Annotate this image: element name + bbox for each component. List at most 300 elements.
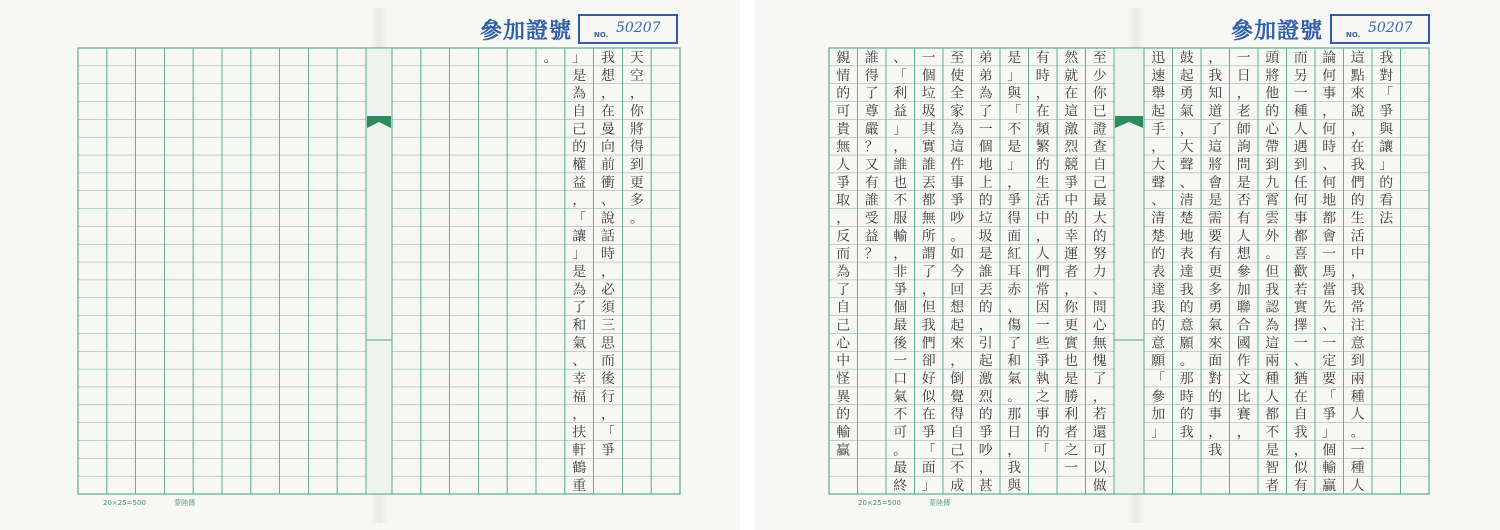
handwritten-character: 是: [1265, 442, 1280, 459]
handwritten-character: 弟: [978, 67, 993, 84]
handwritten-text: [543, 50, 644, 494]
handwritten-character: 但: [1265, 263, 1280, 280]
handwritten-character: 人: [1265, 388, 1280, 405]
handwritten-character: 問: [1236, 156, 1251, 173]
handwritten-character: 國: [1236, 335, 1251, 352]
handwritten-character: 注: [1350, 317, 1365, 334]
handwritten-character: 時: [601, 246, 615, 263]
handwritten-character: ，: [572, 406, 587, 423]
handwritten-character: 貴: [836, 121, 851, 138]
handwritten-character: 以: [1092, 460, 1107, 477]
handwritten-character: 爭: [950, 192, 965, 209]
handwritten-character: 心: [1265, 121, 1280, 138]
handwritten-character: 師: [1236, 121, 1251, 138]
handwritten-character: 你: [629, 103, 644, 120]
grid-spec: 20×25=500: [858, 499, 901, 507]
handwritten-character: 己: [836, 317, 851, 334]
handwritten-character: 在: [921, 406, 936, 423]
handwritten-character: 需: [1208, 210, 1223, 227]
handwritten-character: 一: [1064, 460, 1079, 477]
handwritten-character: 益: [893, 103, 908, 120]
handwritten-character: 衝: [601, 174, 615, 191]
handwritten-character: 口: [893, 371, 908, 388]
handwritten-character: 一: [1322, 335, 1337, 352]
handwritten-character: 大: [1179, 139, 1194, 156]
handwritten-character: 還: [1092, 424, 1107, 441]
handwritten-character: 常: [1350, 299, 1365, 316]
handwritten-character: 」: [1379, 156, 1394, 173]
handwritten-character: 空: [629, 67, 644, 84]
handwritten-character: 有: [1293, 478, 1308, 495]
handwritten-character: 人: [1293, 121, 1308, 138]
handwritten-character: 」: [1151, 424, 1166, 441]
handwritten-character: 個: [978, 139, 993, 156]
center-band: [366, 48, 392, 494]
handwritten-character: 人: [1035, 246, 1050, 263]
handwritten-character: 」: [1007, 67, 1022, 84]
handwritten-character: 都: [1322, 210, 1337, 227]
handwritten-character: 就: [1064, 67, 1079, 84]
handwritten-character: 自: [1293, 406, 1308, 423]
handwritten-character: 圾: [978, 228, 993, 245]
handwritten-character: 迅: [1151, 49, 1166, 66]
handwritten-character: 活: [1035, 192, 1050, 209]
handwritten-character: 是: [572, 263, 587, 280]
handwritten-character: 我: [1293, 424, 1308, 441]
handwritten-character: ，: [1236, 85, 1251, 102]
handwritten-character: 我: [1179, 281, 1194, 298]
handwritten-character: 爭: [1322, 406, 1337, 423]
handwritten-character: 知: [1208, 85, 1223, 102]
handwritten-character: 的: [1151, 317, 1166, 334]
handwritten-character: 何: [1322, 174, 1337, 191]
handwritten-character: 遇: [1293, 139, 1308, 156]
handwritten-character: 益: [864, 228, 879, 245]
handwritten-character: 將: [1265, 67, 1280, 84]
handwritten-character: 甚: [978, 478, 993, 495]
handwritten-character: 說: [1350, 103, 1365, 120]
handwritten-character: 道: [1208, 103, 1223, 120]
handwritten-character: 事: [1035, 406, 1050, 423]
handwritten-character: 更: [1208, 263, 1223, 280]
handwritten-character: 聲: [1179, 156, 1194, 173]
handwritten-character: 前: [601, 156, 615, 173]
handwritten-character: 那: [1179, 371, 1194, 388]
handwritten-character: 心: [836, 335, 851, 352]
handwritten-character: 好: [921, 371, 936, 388]
handwritten-character: 烈: [1064, 139, 1079, 156]
handwritten-character: 烈: [978, 388, 993, 405]
handwritten-character: 可: [893, 424, 908, 441]
handwritten-character: 法: [1379, 210, 1394, 227]
handwritten-character: ，: [893, 246, 908, 263]
grid-lines: [829, 48, 1429, 494]
handwritten-character: 文: [1236, 371, 1251, 388]
handwritten-character: 常: [1035, 281, 1050, 298]
handwritten-character: 頭: [1265, 49, 1280, 66]
handwritten-character: 的: [978, 406, 993, 423]
handwritten-character: ，: [978, 460, 993, 477]
handwritten-character: 誰: [864, 192, 879, 209]
handwritten-character: 「: [572, 210, 587, 227]
handwritten-character: 。: [1350, 424, 1365, 441]
handwritten-character: 自: [572, 103, 587, 120]
handwritten-character: 如: [950, 246, 965, 263]
handwritten-character: 我: [1007, 460, 1022, 477]
handwritten-character: 而: [1293, 49, 1308, 66]
handwritten-character: 聲: [1151, 174, 1166, 191]
handwritten-character: 尊: [864, 103, 879, 120]
handwritten-character: 思: [601, 335, 615, 352]
handwritten-character: 來: [950, 335, 965, 352]
handwritten-character: 的: [1379, 174, 1394, 191]
handwritten-character: 讓: [1379, 139, 1394, 156]
handwritten-character: 至: [1092, 49, 1107, 66]
handwritten-character: 服: [893, 210, 908, 227]
handwritten-character: 輸: [836, 424, 851, 441]
handwritten-character: 外: [1265, 228, 1280, 245]
handwritten-character: 曼: [601, 121, 615, 138]
handwritten-character: 可: [836, 103, 851, 120]
handwritten-character: 」: [1322, 424, 1337, 441]
handwritten-character: ，: [1322, 103, 1337, 120]
handwritten-character: 得: [629, 139, 644, 156]
handwritten-character: 讓: [572, 228, 587, 245]
handwritten-character: 你: [1092, 85, 1107, 102]
handwritten-character: 事: [1322, 85, 1337, 102]
handwritten-character: 對: [1208, 371, 1223, 388]
handwritten-character: 」: [572, 246, 587, 263]
handwritten-character: 、: [1092, 281, 1107, 298]
handwritten-character: 些: [1035, 335, 1050, 352]
handwritten-character: 種: [1350, 460, 1365, 477]
handwritten-character: 勇: [1179, 85, 1194, 102]
handwritten-character: 自: [1092, 156, 1107, 173]
writing-grid: [0, 0, 740, 530]
handwritten-character: 「: [921, 442, 936, 459]
handwritten-character: 、: [572, 353, 587, 370]
handwritten-character: 引: [978, 335, 993, 352]
handwritten-character: 起: [950, 317, 965, 334]
handwritten-character: 九: [1265, 174, 1280, 191]
handwritten-character: ，: [601, 85, 615, 102]
handwritten-character: 」: [1007, 156, 1022, 173]
handwritten-character: 來: [1350, 85, 1365, 102]
center-band: [1114, 48, 1144, 494]
handwritten-character: 了: [921, 263, 936, 280]
handwritten-character: 兩: [1350, 371, 1365, 388]
handwritten-character: 到: [1350, 353, 1365, 370]
handwritten-character: 都: [921, 192, 936, 209]
handwritten-character: 種: [1293, 103, 1308, 120]
handwritten-character: 的: [1179, 299, 1194, 316]
handwritten-character: 我: [1179, 424, 1194, 441]
handwritten-character: 最: [893, 460, 908, 477]
handwritten-character: ，: [1293, 442, 1308, 459]
handwritten-character: 的: [1092, 228, 1107, 245]
handwritten-character: 多: [629, 192, 644, 209]
handwritten-character: 謂: [921, 246, 936, 263]
handwritten-character: 實: [1293, 299, 1308, 316]
handwritten-character: 己: [950, 442, 965, 459]
handwritten-character: 當: [1322, 281, 1337, 298]
handwritten-character: 。: [950, 228, 965, 245]
handwritten-character: 心: [1092, 317, 1107, 334]
handwritten-character: 爭: [921, 424, 936, 441]
handwritten-character: 最: [893, 317, 908, 334]
handwritten-character: 的: [1265, 103, 1280, 120]
handwritten-character: 但: [921, 299, 936, 316]
handwritten-character: 、: [601, 192, 615, 209]
handwritten-character: 親: [836, 49, 851, 66]
handwritten-character: 話: [601, 228, 615, 245]
handwritten-character: 我: [1151, 299, 1166, 316]
handwritten-character: 的: [978, 192, 993, 209]
handwritten-character: 表: [1151, 263, 1166, 280]
handwritten-character: ，: [1179, 121, 1194, 138]
handwritten-character: 都: [1293, 228, 1308, 245]
handwritten-character: 了: [864, 85, 879, 102]
handwritten-character: 無: [1092, 335, 1107, 352]
handwritten-character: 異: [836, 388, 851, 405]
handwritten-character: 的: [836, 406, 851, 423]
handwritten-character: 須: [601, 299, 615, 316]
handwritten-character: 似: [921, 388, 936, 405]
handwritten-character: 的: [1151, 246, 1166, 263]
handwritten-character: 舉: [1151, 85, 1166, 102]
left-page: [0, 0, 740, 530]
handwritten-character: 成: [950, 478, 965, 495]
handwritten-character: 益: [572, 174, 587, 191]
handwritten-character: 到: [629, 156, 644, 173]
handwritten-character: 那: [1007, 406, 1022, 423]
handwritten-character: 這: [1208, 139, 1223, 156]
handwritten-character: 我: [1208, 67, 1223, 84]
handwritten-character: 證: [1092, 121, 1107, 138]
handwritten-character: 中: [836, 353, 851, 370]
handwritten-character: 、: [1322, 317, 1337, 334]
handwritten-character: 說: [601, 210, 615, 227]
handwritten-character: 大: [1151, 156, 1166, 173]
handwritten-character: 輸: [1322, 460, 1337, 477]
handwritten-character: 起: [978, 353, 993, 370]
handwritten-character: 為: [572, 85, 587, 102]
handwritten-character: 意: [1350, 335, 1365, 352]
handwritten-character: 有: [864, 174, 879, 191]
handwritten-character: 都: [1265, 406, 1280, 423]
handwritten-character: 們: [1035, 263, 1050, 280]
handwritten-character: ，: [1208, 424, 1223, 441]
handwritten-character: ，: [950, 353, 965, 370]
handwritten-character: ，: [836, 210, 851, 227]
handwritten-character: 自: [950, 424, 965, 441]
handwritten-character: 一: [1293, 335, 1308, 352]
handwritten-character: 執: [1035, 371, 1050, 388]
handwritten-character: 我: [601, 49, 615, 66]
page-gutter: [740, 0, 755, 530]
handwritten-character: 垃: [921, 85, 936, 102]
handwritten-character: 的: [1035, 424, 1050, 441]
handwritten-character: 可: [1092, 442, 1107, 459]
handwritten-character: 、: [1293, 353, 1308, 370]
handwritten-character: 想: [1236, 246, 1251, 263]
handwritten-character: 終: [893, 478, 908, 495]
handwritten-character: 這: [950, 139, 965, 156]
handwritten-character: 爭: [601, 442, 615, 459]
handwritten-character: 的: [836, 85, 851, 102]
handwritten-character: 全: [950, 85, 965, 102]
handwritten-character: 實: [1064, 335, 1079, 352]
handwritten-character: 願: [1179, 335, 1194, 352]
handwritten-character: 丟: [978, 281, 993, 298]
handwritten-character: 楚: [1179, 210, 1194, 227]
handwritten-character: 問: [1092, 299, 1107, 316]
handwritten-character: 得: [1007, 210, 1022, 227]
handwritten-character: 生: [1035, 174, 1050, 191]
handwritten-character: 的: [1179, 406, 1194, 423]
handwritten-character: 和: [572, 317, 587, 334]
handwritten-character: 。: [543, 49, 558, 66]
handwritten-character: 其: [921, 121, 936, 138]
handwritten-character: 丟: [921, 174, 936, 191]
handwritten-character: 、: [893, 49, 908, 66]
handwritten-character: 輸: [893, 228, 908, 245]
handwritten-character: 」: [893, 121, 908, 138]
handwritten-character: 幸: [572, 371, 587, 388]
handwritten-character: 也: [893, 174, 908, 191]
handwritten-character: 要: [1322, 371, 1337, 388]
handwritten-character: 激: [1064, 121, 1079, 138]
entry-number-label: NO.: [594, 31, 609, 39]
handwritten-character: 得: [950, 406, 965, 423]
handwritten-character: 和: [1007, 353, 1022, 370]
handwritten-character: 作: [1236, 353, 1251, 370]
handwritten-character: ，: [601, 406, 615, 423]
handwritten-character: 意: [1151, 335, 1166, 352]
handwritten-character: 參: [1151, 388, 1166, 405]
handwritten-character: 軒: [572, 442, 587, 459]
handwritten-character: 中: [1350, 246, 1365, 263]
handwritten-character: 有: [1236, 210, 1251, 227]
handwritten-character: 者: [1064, 263, 1079, 280]
handwritten-character: 氣: [1007, 371, 1022, 388]
handwritten-character: 「: [1379, 85, 1394, 102]
handwritten-character: 速: [1151, 67, 1166, 84]
handwritten-character: 霄: [1265, 192, 1280, 209]
handwritten-character: 達: [1179, 263, 1194, 280]
handwritten-character: 一: [1236, 49, 1251, 66]
handwritten-character: 傷: [1007, 317, 1022, 334]
handwritten-character: 誰: [921, 156, 936, 173]
handwritten-character: ，: [1236, 424, 1251, 441]
handwritten-character: 一: [1350, 442, 1365, 459]
handwritten-character: 地: [1322, 192, 1337, 209]
handwritten-character: 的: [1350, 192, 1365, 209]
handwritten-character: 起: [1151, 103, 1166, 120]
handwritten-character: 比: [1236, 388, 1251, 405]
handwritten-character: 論: [1322, 49, 1337, 66]
handwritten-character: 扶: [572, 424, 587, 441]
handwritten-character: 爭: [1379, 103, 1394, 120]
handwritten-character: 我: [921, 317, 936, 334]
handwritten-character: 先: [1322, 299, 1337, 316]
handwritten-character: 因: [1035, 299, 1050, 316]
handwritten-character: 是: [572, 67, 587, 84]
handwritten-character: 為: [836, 263, 851, 280]
handwritten-character: 然: [1064, 49, 1079, 66]
handwritten-character: ，: [1035, 85, 1050, 102]
handwritten-character: 他: [1265, 85, 1280, 102]
handwritten-character: 活: [1350, 228, 1365, 245]
handwritten-character: 誰: [893, 156, 908, 173]
handwritten-character: 、: [1179, 174, 1194, 191]
handwritten-character: ，: [978, 317, 993, 334]
handwritten-character: 倒: [950, 371, 965, 388]
handwritten-character: 喜: [1293, 246, 1308, 263]
handwritten-character: 任: [1293, 174, 1308, 191]
right-page: [755, 0, 1500, 530]
handwritten-character: 自: [836, 299, 851, 316]
handwritten-character: 了: [1092, 371, 1107, 388]
handwritten-character: 猶: [1293, 371, 1308, 388]
handwritten-character: 意: [1179, 317, 1194, 334]
handwritten-character: 另: [1293, 67, 1308, 84]
handwritten-character: 愧: [1092, 353, 1107, 370]
handwritten-character: ，: [629, 85, 644, 102]
handwritten-character: ，: [601, 263, 615, 280]
handwritten-character: 一: [1322, 246, 1337, 263]
handwritten-character: 點: [1350, 67, 1365, 84]
handwritten-character: 爭: [1064, 174, 1079, 191]
handwritten-character: 要: [1208, 228, 1223, 245]
handwritten-character: 不: [1007, 121, 1022, 138]
handwritten-character: 必: [601, 281, 615, 298]
handwritten-character: 取: [836, 192, 851, 209]
handwritten-character: 了: [1007, 335, 1022, 352]
handwritten-character: 也: [1064, 353, 1079, 370]
handwritten-character: 多: [1208, 281, 1223, 298]
handwritten-character: 一: [893, 353, 908, 370]
handwritten-character: ，: [893, 139, 908, 156]
handwritten-character: 使: [950, 67, 965, 84]
handwritten-character: 。: [629, 210, 644, 227]
handwritten-character: 達: [1151, 281, 1166, 298]
handwritten-character: 後: [893, 335, 908, 352]
handwritten-character: 對: [1379, 67, 1394, 84]
handwritten-character: 得: [864, 67, 879, 84]
handwritten-character: ，: [1151, 139, 1166, 156]
handwritten-character: 實: [921, 139, 936, 156]
handwritten-character: 爭: [836, 174, 851, 191]
handwritten-character: 清: [1179, 192, 1194, 209]
handwritten-character: 「: [1322, 388, 1337, 405]
handwritten-character: 歡: [1293, 263, 1308, 280]
page-footer: [858, 498, 976, 508]
handwritten-character: 何: [1293, 192, 1308, 209]
handwritten-character: 是: [1007, 139, 1022, 156]
handwritten-character: 我: [1350, 281, 1365, 298]
handwritten-character: 們: [1350, 174, 1365, 191]
handwritten-character: 不: [1265, 424, 1280, 441]
handwritten-character: 表: [1179, 246, 1194, 263]
handwritten-character: 在: [1064, 85, 1079, 102]
entry-number-value: 50207: [616, 20, 661, 36]
page-footer: [103, 498, 221, 508]
handwritten-character: 爭: [1007, 192, 1022, 209]
handwritten-character: 生: [1350, 210, 1365, 227]
handwritten-character: 到: [1265, 156, 1280, 173]
handwritten-character: 。: [1265, 246, 1280, 263]
